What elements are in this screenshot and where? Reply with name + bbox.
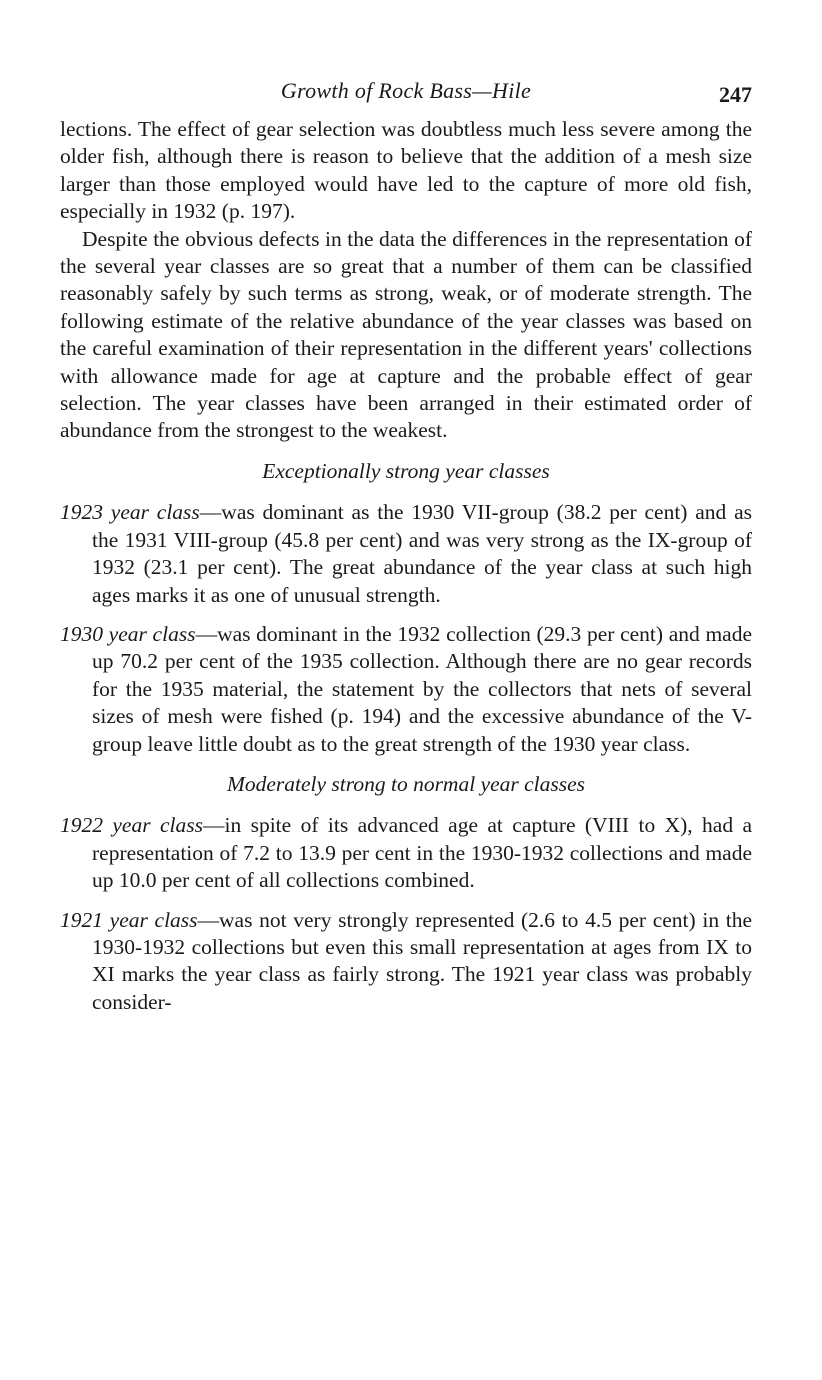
body-paragraph: Despite the obvious defects in the data the differences in the representation of the several year classes are so great that a number of them can be classified reasonably safely by such terms as strong, weak, or of moderate strength. The following estimate of the relative abundance of the year classes was based on the careful examination of their representation in the different years' collections with allowance made for age at capture and the probable effect of gear selection. The year classes have been arranged in their estimated order of abundance from the strongest to the weakest. bbox=[60, 226, 752, 443]
year-class-entry bbox=[60, 499, 752, 609]
running-title: Growth of Rock Bass—Hile bbox=[280, 78, 532, 103]
body-paragraph: lections. The effect of gear selection was doubtless much less severe among the older fish, although there is reason to believe that the addition of a mesh size larger than those employed would have led to the capture of more old fish, especially in 1932 (p. 197). bbox=[60, 117, 752, 224]
year-class-text: —was dominant as the 1930 VII-group (38.2 per cent) and as the 1931 VIII-group (45.8 per cent) and was very strong as the IX-group of 1932 (23.1 per cent). The great abundance of the year class at such high ages marks it as one of unusual strength. bbox=[92, 500, 752, 607]
year-class-text: —was not very strongly represented (2.6 to 4.5 per cent) in the 1930-1932 collections but even this small representation at ages from IX to XI marks the year class as fairly strong. The 1921 year class was probably consider- bbox=[92, 907, 752, 1014]
year-class-entry bbox=[60, 907, 752, 1017]
section-heading: Exceptionally strong year classes bbox=[262, 458, 550, 483]
year-class-entry bbox=[60, 812, 752, 894]
page-header bbox=[60, 70, 752, 110]
year-class-entry bbox=[60, 621, 752, 758]
year-class-label: 1922 year class bbox=[60, 813, 203, 838]
page-number: 247 bbox=[719, 82, 752, 107]
book-page bbox=[60, 70, 752, 1028]
year-class-text: —was dominant in the 1932 collection (29.3 per cent) and made up 70.2 per cent of the 1935 collection. Although there are no gear records for the 1935 material, the statement by the collectors that nets of several sizes of mesh were fished (p. 194) and the excessive abundance of the V-group leave little doubt as to the great strength of the 1930 year class. bbox=[92, 621, 753, 756]
year-class-text: —in spite of its advanced age at capture (VIII to X), had a representation of 7.2 to 13.9 per cent in the 1930-1932 collections and made up 10.0 per cent of all collections combined. bbox=[92, 813, 753, 893]
section-heading: Moderately strong to normal year classes bbox=[226, 771, 586, 796]
year-class-label: 1923 year class bbox=[60, 500, 200, 525]
year-class-label: 1930 year class bbox=[60, 621, 196, 646]
year-class-label: 1921 year class bbox=[60, 907, 198, 932]
